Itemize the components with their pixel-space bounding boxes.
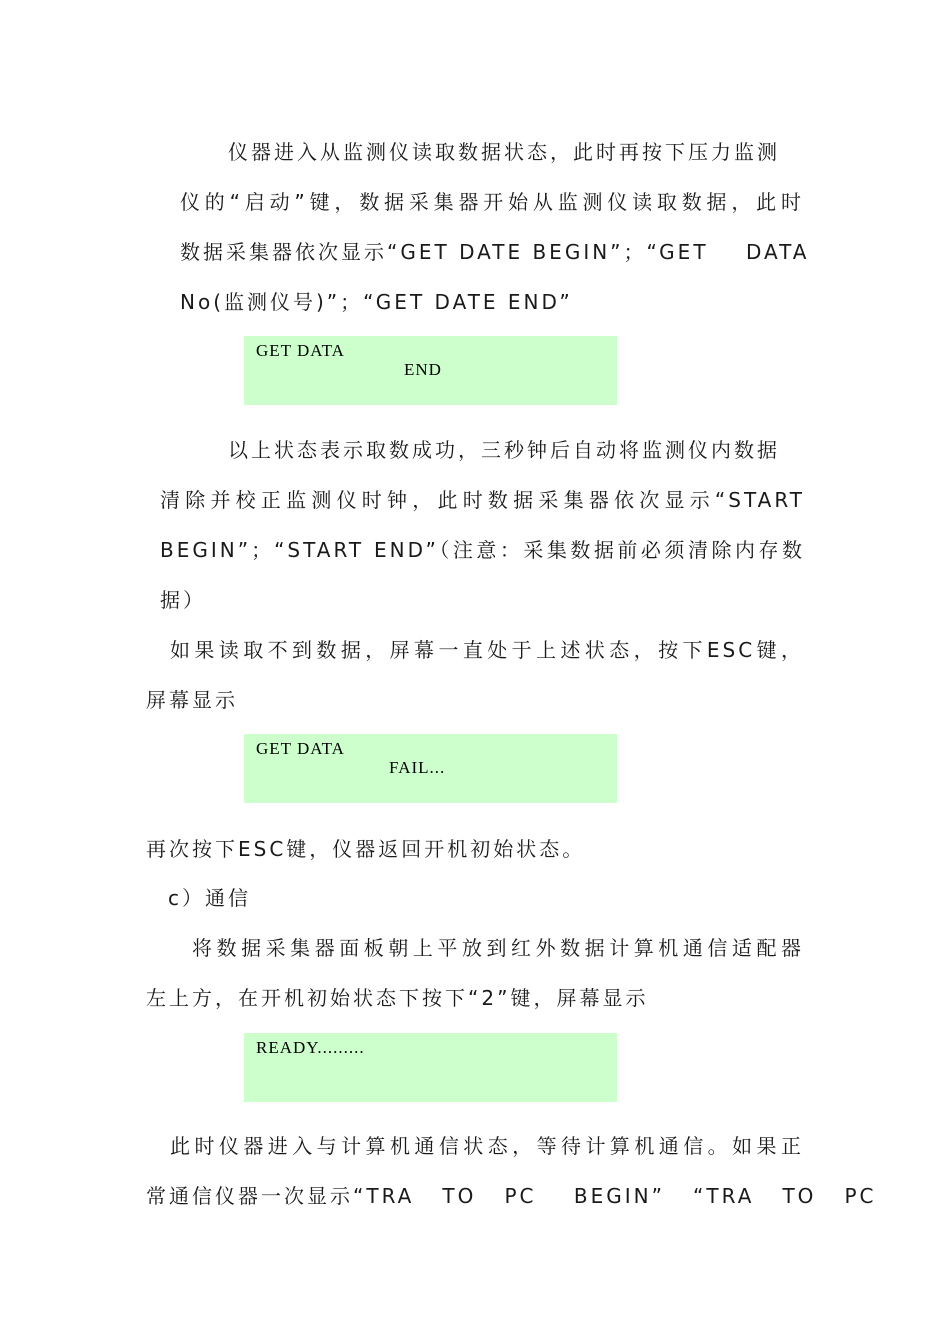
p1-line-3: 数据采集器依次显示“GET DATE BEGIN”；“GET DATA [180, 240, 810, 264]
p1-line-2: 仪的“启动”键，数据采集器开始从监测仪读取数据，此时 [180, 190, 804, 214]
p4-line-1: 再次按下ESC键，仪器返回开机初始状态。 [146, 837, 586, 861]
p2-line-3: BEGIN”；“START END”（注意：采集数据前必须清除内存数 [160, 538, 805, 562]
lcd-line-2: FAIL... [389, 758, 446, 777]
p5-line-1: 将数据采集器面板朝上平放到红外数据计算机通信适配器 [192, 936, 804, 960]
p2-line-1: 以上状态表示取数成功，三秒钟后自动将监测仪内数据 [228, 438, 780, 462]
p3-line-1: 如果读取不到数据，屏幕一直处于上述状态，按下ESC键， [170, 638, 804, 662]
section-c-heading: c）通信 [168, 886, 251, 910]
lcd-line-2: END [404, 360, 442, 379]
lcd-line-1: GET DATA [256, 739, 345, 758]
p6-line-1: 此时仪器进入与计算机通信状态，等待计算机通信。如果正 [170, 1134, 804, 1158]
p3-line-2: 屏幕显示 [146, 688, 238, 712]
p1-line-4: No(监测仪号)”；“GET DATE END” [180, 290, 573, 314]
p1-line-1: 仪器进入从监测仪读取数据状态，此时再按下压力监测 [228, 140, 780, 164]
lcd-line-1: READY......... [256, 1038, 365, 1057]
lcd-screen-get-data-fail [244, 734, 617, 803]
p5-line-2: 左上方，在开机初始状态下按下“2”键，屏幕显示 [146, 986, 649, 1010]
lcd-line-1: GET DATA [256, 341, 345, 360]
p2-line-2: 清除并校正监测仪时钟，此时数据采集器依次显示“START [160, 488, 805, 512]
p6-line-2: 常通信仪器一次显示“TRA TO PC BEGIN” “TRA TO PC [146, 1184, 877, 1208]
lcd-screen-get-data-end [244, 336, 617, 405]
lcd-screen-ready [244, 1033, 617, 1102]
p2-line-4: 据） [160, 588, 206, 612]
